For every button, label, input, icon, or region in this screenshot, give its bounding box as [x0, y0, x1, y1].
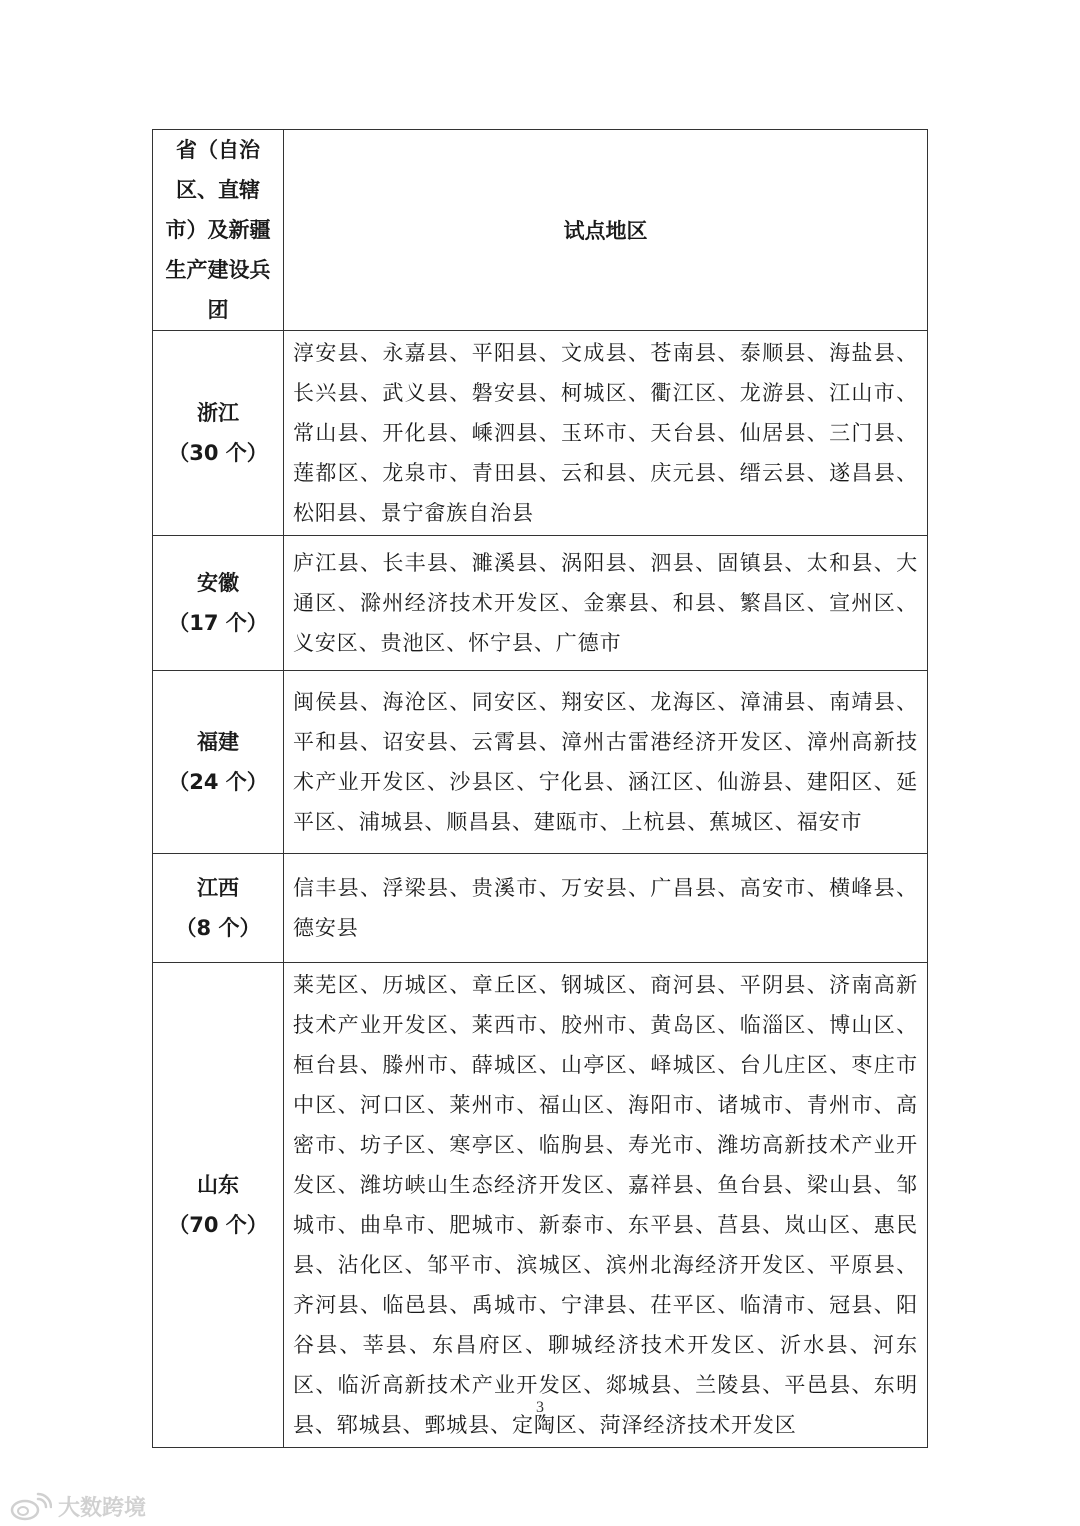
areas-cell: 庐江县、长丰县、濉溪县、涡阳县、泗县、固镇县、太和县、大通区、滁州经济技术开发区、金寨县、和县、繁昌区、宣州区、义安区、贵池区、怀宁县、广德市 [284, 536, 928, 671]
areas-cell: 淳安县、永嘉县、平阳县、文成县、苍南县、泰顺县、海盐县、长兴县、武义县、磐安县、柯城区、衢江区、龙游县、江山市、常山县、开化县、嵊泗县、玉环市、天台县、仙居县、三门县、莲都区、龙泉市、青田县、云和县、庆元县、缙云县、遂昌县、松阳县、景宁畲族自治县 [284, 331, 928, 536]
province-cell [153, 536, 284, 671]
watermark-text: 大数跨境 [58, 1495, 147, 1521]
province-count: （30 个） [168, 441, 268, 465]
province-count: （8 个） [175, 916, 261, 940]
province-name: 江西 [197, 876, 239, 900]
province-name: 浙江 [197, 401, 239, 425]
province-column-header [153, 130, 284, 331]
province-cell [153, 331, 284, 536]
area-column-header: 试点地区 [284, 130, 928, 331]
province-name: 山东 [197, 1173, 239, 1197]
areas-cell: 闽侯县、海沧区、同安区、翔安区、龙海区、漳浦县、南靖县、平和县、诏安县、云霄县、漳州古雷港经济开发区、漳州高新技术产业开发区、沙县区、宁化县、涵江区、仙游县、建阳区、延平区、浦城县、顺昌县、建瓯市、上杭县、蕉城区、福安市 [284, 671, 928, 854]
table-row [153, 671, 928, 854]
table-header-row [153, 130, 928, 331]
table-row [153, 536, 928, 671]
province-name: 安徽 [197, 571, 239, 595]
province-cell [153, 854, 284, 963]
table-row [153, 854, 928, 963]
table-row [153, 331, 928, 536]
province-column-header-text: 省（自治区、直辖市）及新疆生产建设兵团 [165, 138, 271, 322]
weibo-icon [8, 1491, 52, 1521]
areas-cell: 信丰县、浮梁县、贵溪市、万安县、广昌县、高安市、横峰县、德安县 [284, 854, 928, 963]
page-number: 3 [536, 1399, 544, 1416]
table-row [153, 963, 928, 1448]
province-count: （70 个） [168, 1213, 268, 1237]
province-count: （24 个） [168, 770, 268, 794]
province-name: 福建 [197, 730, 239, 754]
watermark [8, 1490, 146, 1522]
province-count: （17 个） [168, 611, 268, 635]
pilot-areas-table [152, 129, 928, 1448]
areas-cell: 莱芜区、历城区、章丘区、钢城区、商河县、平阴县、济南高新技术产业开发区、莱西市、胶州市、黄岛区、临淄区、博山区、桓台县、滕州市、薛城区、山亭区、峄城区、台儿庄区、枣庄市中区、河口区、莱州市、福山区、海阳市、诸城市、青州市、高密市、坊子区、寒亭区、临朐县、寿光市、潍坊高新技术产业开发区、潍坊峡山生态经济开发区、嘉祥县、鱼台县、梁山县、邹城市、曲阜市、肥城市、新泰市、东平县、莒县、岚山区、惠民县、沾化区、邹平市、滨城区、滨州北海经济开发区、平原县、齐河县、临邑县、禹城市、宁津县、茌平区、临清市、冠县、阳谷县、莘县、东昌府区、聊城经济技术开发区、沂水县、河东区、临沂高新技术产业开发区、郯城县、兰陵县、平邑县、东明县、郓城县、鄄城县、定陶区、菏泽经济技术开发区 [284, 963, 928, 1448]
province-cell [153, 671, 284, 854]
province-cell [153, 963, 284, 1448]
